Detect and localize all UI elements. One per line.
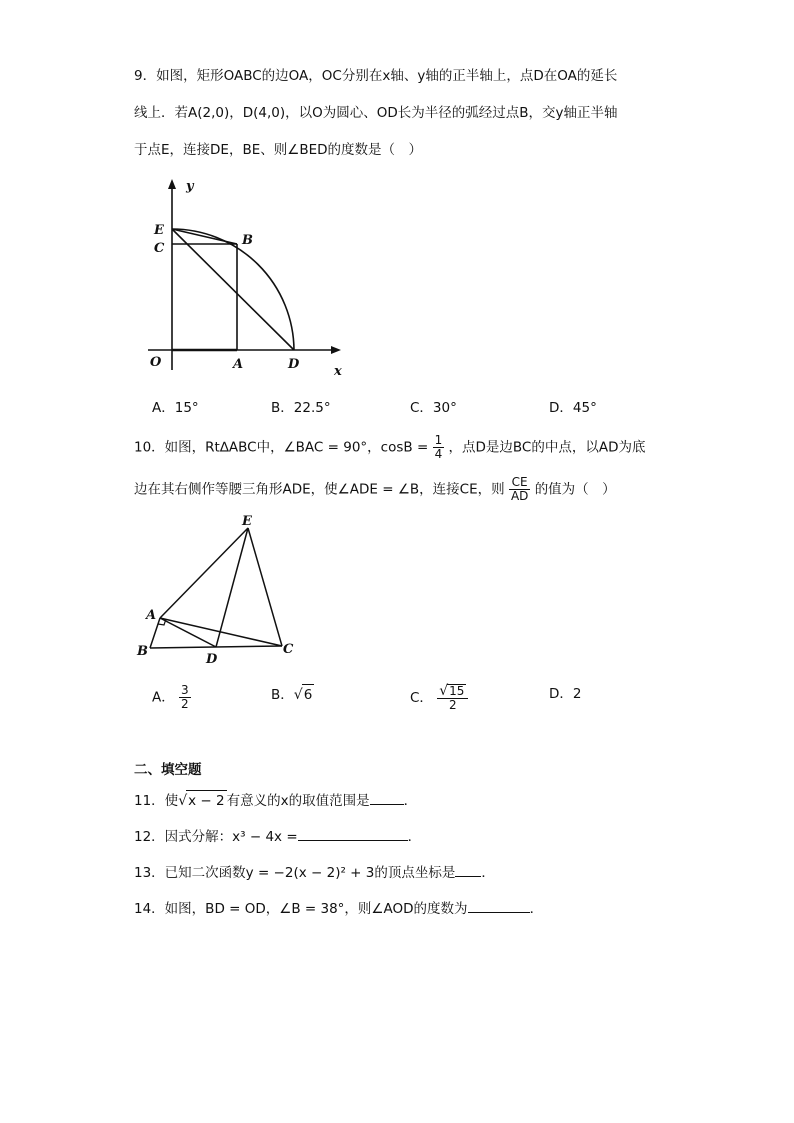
q9-label-E: E [154,223,164,238]
q10-cos-numerator: 1 [434,433,443,447]
q10-option-c-denominator: 2 [449,698,457,712]
q13-text [134,862,495,883]
q9-label-B: B [242,233,253,248]
q11-text [134,790,417,811]
q10-line1-end: ，点D是边BC的中点，以AD为底 [448,439,646,456]
q11-end: ． [403,793,418,809]
q10-option-a-numerator: 3 [181,683,189,697]
q10-label-C: C [283,642,294,657]
q12-answer-blank[interactable] [298,826,408,841]
q10-figure [132,512,307,672]
q10-label-E: E [242,514,252,529]
q10-option-c-prefix: C． [410,690,433,706]
q10-text-line1 [134,434,645,461]
q10-option-c-fraction [437,684,468,712]
q11-radicand: x − 2 [186,790,226,811]
q10-option-a-fraction [179,684,191,711]
q13-answer-blank[interactable] [455,862,481,877]
q10-option-a[interactable] [152,684,191,711]
q10-option-c-radicand: 15 [449,684,465,698]
q9-y-arrow [168,179,176,189]
q9-label-D: D [288,357,300,372]
q9-option-a[interactable]: A．15° [152,400,199,416]
q9-label-x: x [334,364,342,379]
q14-end: ． [529,901,544,917]
q10-ratio-numerator: CE [509,476,530,490]
q9-label-y: y [186,179,194,194]
q10-line2-start: 边在其右侧作等腰三角形ADE，使∠ADE = ∠B，连接CE，则 [134,481,505,498]
q10-option-d[interactable]: D．2 [549,686,582,702]
q10-ratio-denominator: AD [510,489,529,503]
q10-cos-fraction [433,434,445,461]
q9-label-C: C [154,241,165,256]
q10-option-c[interactable] [410,684,468,712]
q10-segment-AC [160,618,282,646]
q9-segment-ED [172,229,294,350]
q14-prefix: 14．如图，BD = OD，∠B = 38°，则∠AOD的度数为 [134,901,468,917]
q9-figure [140,175,360,380]
section-2-title: 二、填空题 [134,762,202,778]
q10-label-D: D [206,652,218,667]
q10-option-a-denominator: 2 [181,697,189,711]
q9-option-d[interactable]: D．45° [549,400,597,416]
q13-prefix: 13．已知二次函数y = −2(x − 2)² + 3的顶点坐标是 [134,865,456,881]
q9-segment-EB [172,229,237,244]
q11-radical-sign: √ [178,793,188,809]
q12-prefix: 12．因式分解：x³ − 4x = [134,829,298,845]
q9-text-line1: 9．如图，矩形OABC的边OA，OC分别在x轴、y轴的正半轴上，点D在OA的延长 [134,68,618,84]
q10-segment-AD [160,618,216,647]
q9-text-line3: 于点E，连接DE，BE、则∠BED的度数是（ ） [134,142,423,158]
q12-text [134,826,421,847]
q11-prefix: 11．使 [134,793,179,809]
q10-label-A: A [146,608,157,623]
q10-ratio-fraction [509,476,530,503]
q10-cos-denominator: 4 [434,447,443,461]
q9-label-A: A [233,357,244,372]
q10-option-b-radicand: 6 [302,684,315,705]
q10-line2-end: 的值为（ ） [534,481,616,498]
q10-option-c-radical-sign: √ [439,683,449,699]
q11-answer-blank[interactable] [370,790,404,805]
q12-end: ． [407,829,422,845]
q9-x-arrow [331,346,341,354]
q14-answer-blank[interactable] [468,898,530,913]
q10-option-b-prefix: B． [271,687,294,703]
q10-option-c-numerator [437,684,468,699]
q9-option-b[interactable]: B．22.5° [271,400,331,416]
q10-line1-start: 10．如图，Rt∆ABC中，∠BAC = 90°，cosB = [134,439,429,456]
q11-suffix: 有意义的x的取值范围是 [226,793,370,809]
q10-text-line2 [134,476,616,503]
q10-option-a-prefix: A． [152,689,175,706]
q13-end: ． [481,865,495,881]
q10-label-B: B [137,644,148,659]
q9-option-c[interactable]: C．30° [410,400,457,416]
q10-segment-AE [160,528,248,618]
q10-option-b-radical-sign: √ [293,687,303,703]
q9-label-O: O [150,355,162,370]
q10-segment-CE [248,528,282,646]
q10-option-b[interactable] [271,684,314,705]
q9-text-line2: 线上．若A(2,0)，D(4,0)，以O为圆心、OD长为半径的弧经过点B，交y轴正半轴 [134,105,618,121]
q14-text [134,898,543,919]
q10-segment-DE [216,528,248,647]
